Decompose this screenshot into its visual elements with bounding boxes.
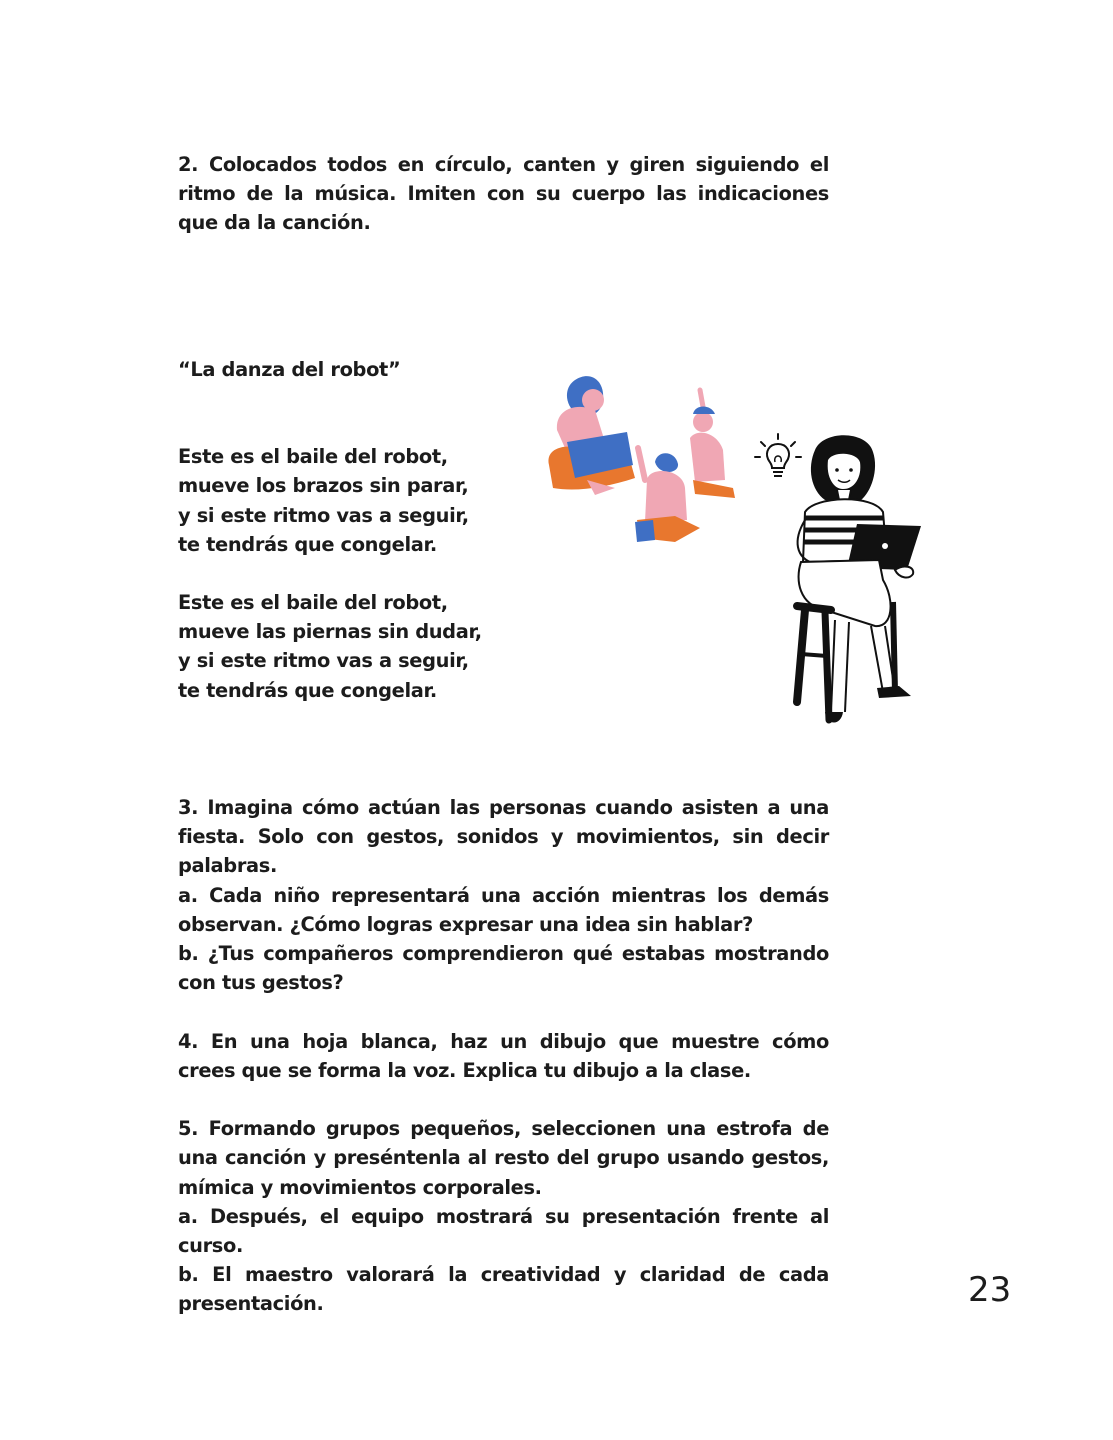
song-block <box>178 355 518 705</box>
activity-3-item-b: b. ¿Tus compañeros comprendieron qué estabas mostrando con tus gestos? <box>178 942 829 995</box>
activity-5-item-a: a. Después, el equipo mostrará su presentación frente al curso. <box>178 1204 829 1258</box>
song-line: y si este ritmo vas a seguir, <box>178 649 469 673</box>
activity-5-item-b: b. El maestro valorará la creatividad y claridad de cada presentación. <box>178 1263 829 1316</box>
activity-3-item-a: a. Cada niño representará una acción mientras los demás observan. ¿Cómo logras expresar una idea sin hablar? <box>178 883 829 936</box>
song-line: mueve los brazos sin parar, <box>178 474 469 498</box>
activity-3-intro: 3. Imagina cómo actúan las personas cuando asisten a una fiesta. Solo con gestos, sonidos y movimientos, sin decir palabras. <box>178 796 829 878</box>
page-number: 23 <box>968 1270 1012 1310</box>
song-line: Este es el baile del robot, <box>178 445 448 469</box>
song-title: “La danza del robot” <box>178 358 401 381</box>
song-stanza-2 <box>178 588 518 705</box>
activity-3-block <box>178 793 829 1319</box>
activity-2-text <box>178 150 829 238</box>
song-line: mueve las piernas sin dudar, <box>178 620 482 644</box>
song-line: te tendrás que congelar. <box>178 532 437 556</box>
activity-5-intro: 5. Formando grupos pequeños, seleccionen una estrofa de una canción y preséntenla al resto del grupo usando gestos, mímica y movimientos corporales. <box>178 1117 829 1199</box>
song-line: te tendrás que congelar. <box>178 678 437 702</box>
song-stanza-1 <box>178 442 518 559</box>
song-line: Este es el baile del robot, <box>178 591 448 615</box>
activity-2-paragraph: 2. Colocados todos en círculo, canten y giren siguiendo el ritmo de la música. Imiten con su cuerpo las indicaciones que da la canción. <box>178 153 829 235</box>
woman-with-laptop-illustration <box>775 430 925 730</box>
activity-4-text: 4. En una hoja blanca, haz un dibujo que muestre cómo crees que se forma la voz. Explica tu dibujo a la clase. <box>178 1029 829 1082</box>
children-reading-illustration <box>535 370 745 550</box>
song-line: y si este ritmo vas a seguir, <box>178 503 469 527</box>
